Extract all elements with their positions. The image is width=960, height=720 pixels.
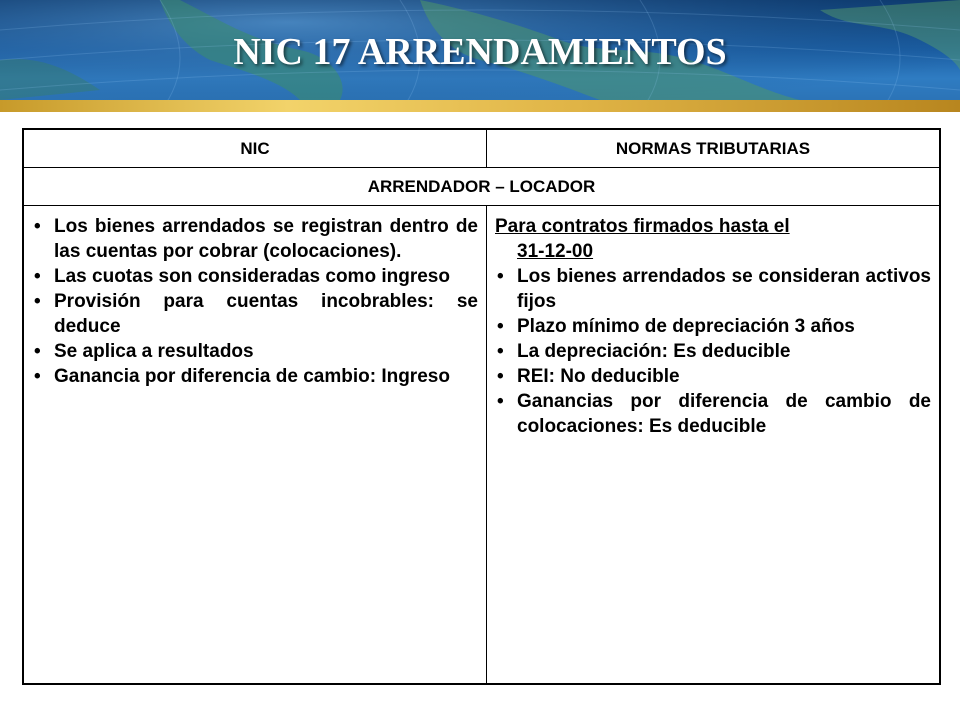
- nic-item-1: • Los bienes arrendados se registran dentro de las cuentas por cobrar (colocaciones).: [32, 214, 478, 264]
- gold-stripe: [0, 100, 960, 112]
- normas-item-3: • La depreciación: Es deducible: [495, 339, 931, 364]
- normas-item-2: • Plazo mínimo de depreciación 3 años: [495, 314, 931, 339]
- nic-item-2: • Las cuotas son consideradas como ingreso: [32, 264, 478, 289]
- normas-item-4: • REI: No deducible: [495, 364, 931, 389]
- contracts-lead-date: 31-12-00: [517, 241, 594, 262]
- contracts-lead: Para contratos firmados hasta el: [495, 216, 790, 237]
- page-title: NIC 17 ARRENDAMIENTOS: [233, 31, 727, 73]
- nic-item-5: • Ganancia por diferencia de cambio: Ingreso: [32, 364, 478, 389]
- nic-item-4: • Se aplica a resultados: [32, 339, 478, 364]
- nic-item-3: • Provisión para cuentas incobrables: se deduce: [32, 289, 478, 339]
- comparison-table: [22, 128, 941, 685]
- normas-column: [487, 208, 939, 439]
- nic-column: [24, 208, 486, 389]
- normas-item-5: • Ganancias por diferencia de cambio de colocaciones: Es deducible: [495, 389, 931, 439]
- header-nic: NIC: [240, 138, 270, 158]
- normas-list: [495, 264, 931, 439]
- nic-list: [32, 214, 478, 389]
- normas-item-1: • Los bienes arrendados se consideran activos fijos: [495, 264, 931, 314]
- header-normas-tributarias: NORMAS TRIBUTARIAS: [615, 138, 811, 158]
- section-arrendador-locador: ARRENDADOR – LOCADOR: [367, 176, 596, 196]
- table-section-row: [24, 168, 939, 206]
- table-header-row: [24, 130, 939, 168]
- header-divider: [486, 130, 487, 168]
